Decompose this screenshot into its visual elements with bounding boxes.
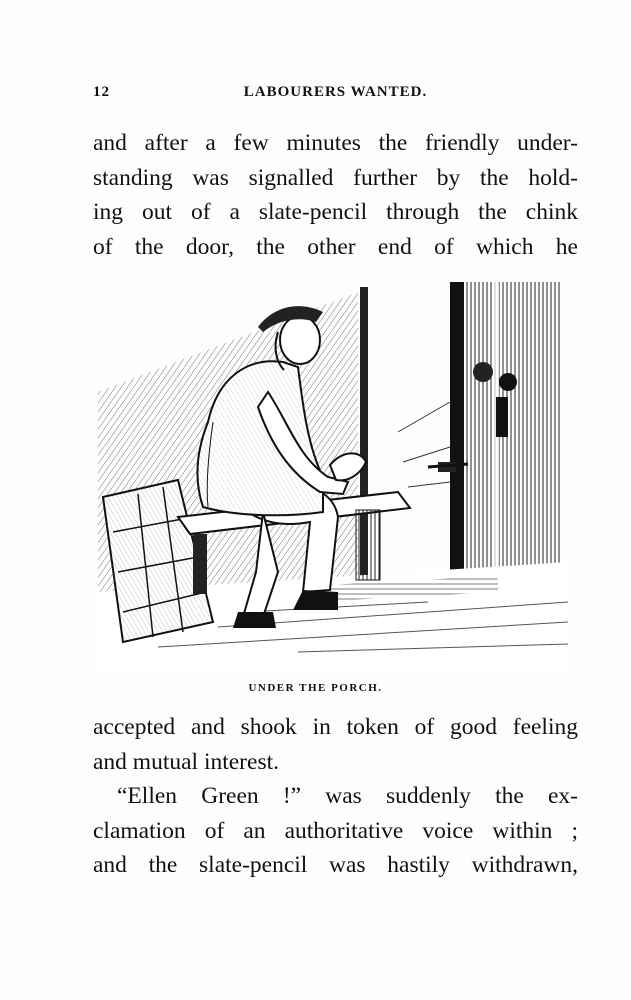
bottom-paragraph [93,710,578,883]
text-line: accepted and shook in token of good feeling [93,714,578,740]
text-line: “Ellen Green !” was suddenly the ex- [117,783,578,809]
text-line: and the slate-pencil was hastily withdrawn, [93,852,578,878]
page-number: 12 [93,84,110,100]
text-line: clamation of an authoritative voice within ; [93,817,578,844]
door [428,282,560,582]
top-paragraph [93,126,578,264]
figure-caption: UNDER THE PORCH. [248,682,383,694]
shading-lines [398,402,450,487]
page-header [93,84,578,106]
text-line: of the door, the other end of which he [93,233,578,260]
text-line: standing was signalled further by the hold- [93,164,578,191]
text-line: ing out of a slate-pencil through the chink [93,199,578,225]
text-line: and after a few minutes the friendly under- [93,130,578,156]
running-title: LABOURERS WANTED. [243,84,428,100]
text-line: and mutual interest. [93,748,279,775]
illustration-under-the-porch [98,272,568,672]
